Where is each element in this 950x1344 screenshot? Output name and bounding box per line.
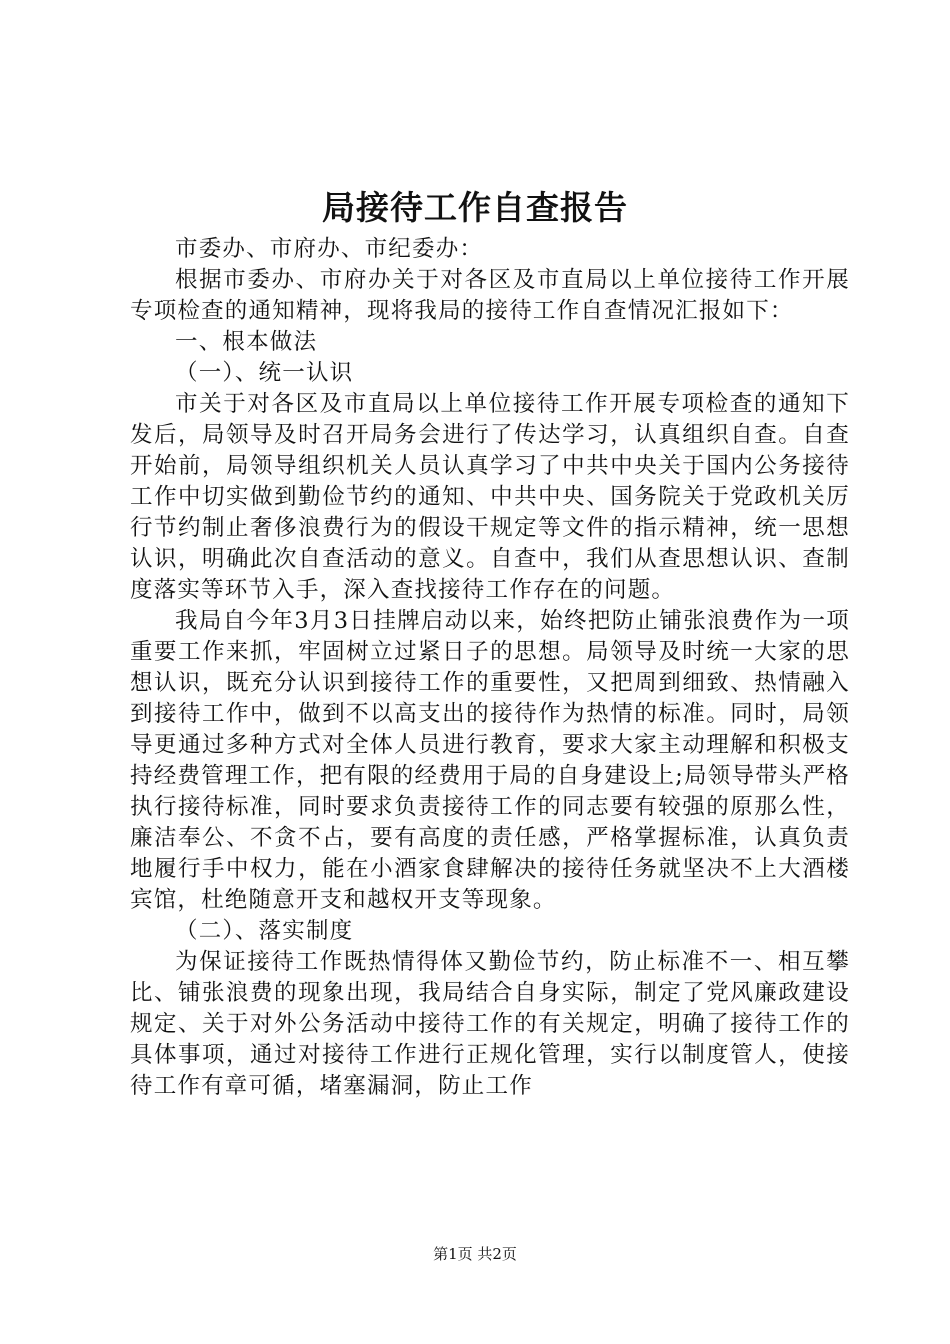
body-paragraph: 为保证接待工作既热情得体又勤俭节约，防止标准不一、相互攀比、铺张浪费的现象出现，我局结合自身实际，制定了党风廉政建设规定、关于对外公务活动中接待工作的有关规定，明确了接待工作的具体事项，通过对接待工作进行正规化管理，实行以制度管人，使接待工作有章可循，堵塞漏洞，防止工作 [130,949,850,1099]
section-heading: 一、根本做法 [175,329,318,355]
document-title: 局接待工作自查报告 [322,188,628,227]
document-body [130,234,850,1102]
intro-paragraph: 根据市委办、市府办关于对各区及市直局以上单位接待工作开展专项检查的通知精神，现将我局的接待工作自查情况汇报如下： [130,267,850,324]
subsection-heading: （二）、落实制度 [175,918,354,944]
body-paragraph: 我局自今年3月3日挂牌启动以来，始终把防止铺张浪费作为一项重要工作来抓，牢固树立过紧日子的思想。局领导及时统一大家的思想认识，既充分认识到接待工作的重要性，又把周到细致、热情融入到接待工作中，做到不以高支出的接待作为热情的标准。同时，局领导更通过多种方式对全体人员进行教育，要求大家主动理解和积极支持经费管理工作，把有限的经费用于局的自身建设上;局领导带头严格执行接待标准，同时要求负责接待工作的同志要有较强的原那么性，廉洁奉公、不贪不占，要有高度的责任感，严格掌握标准，认真负责地履行手中权力，能在小酒家食肆解决的接待任务就坚决不上大酒楼宾馆，杜绝随意开支和越权开支等现象。 [130,608,850,913]
subsection-heading: （一）、统一认识 [175,360,354,386]
salutation: 市委办、市府办、市纪委办： [175,236,484,262]
page-footer: 第1页 共2页 [433,1245,517,1263]
body-paragraph: 市关于对各区及市直局以上单位接待工作开展专项检查的通知下发后，局领导及时召开局务会进行了传达学习，认真组织自查。自查开始前，局领导组织机关人员认真学习了中共中央关于国内公务接待工作中切实做到勤俭节约的通知、中共中央、国务院关于党政机关厉行节约制止奢侈浪费行为的假设干规定等文件的指示精神，统一思想认识，明确此次自查活动的意义。自查中，我们从查思想认识、查制度落实等环节入手，深入查找接待工作存在的问题。 [130,391,850,603]
